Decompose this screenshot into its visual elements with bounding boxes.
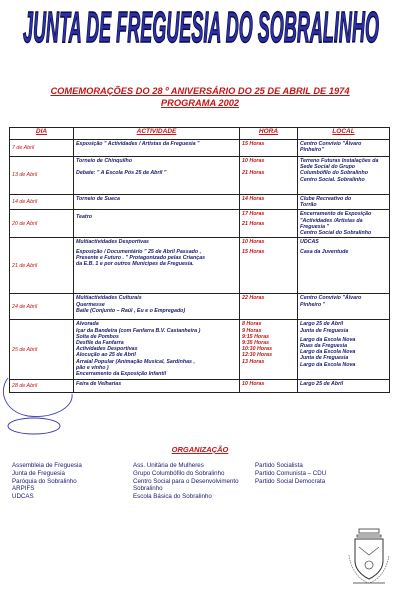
header-actividade: ACTIVIDADE [74,128,240,140]
cell-line: 10 Horas [242,381,265,388]
cell-day: 24 de Abril [10,294,74,320]
cell-line: Casa da Juventude [300,248,349,255]
org-item: Partido Socialista [255,462,303,469]
cell-activity [74,140,240,157]
cell-line: Largo da Escola Nova [300,349,356,356]
cell-line: Desfile da Fanfarra [76,340,124,347]
cell-line: Alvorada [76,321,99,328]
cell-line: Junta de Freguesia [300,355,349,362]
page-title [20,6,382,48]
org-item: Sobralinho [133,485,163,493]
cell-line: Solta de Pombos [76,333,119,340]
org-item: Grupo Columbófilo do Sobralinho [133,469,225,477]
organization-column-1 [12,462,82,501]
cell-line: "Actividades /Artistas da [300,217,363,224]
cell-activity [74,238,240,294]
cell-line: 10 Horas [242,239,265,246]
cell-line: Exposição " Actividades / Artistas da Freguesia " [76,141,200,147]
table-row [10,320,390,380]
cell-location [298,210,390,238]
cell-line: Encerramento da Exposição Infantil [76,371,167,378]
cell-line: Arraial Popular (Animação Musical, Sardinhas , [76,358,195,365]
cell-day: 7 de Abril [10,140,74,157]
cell-location [298,238,390,294]
cell-line: 21 Horas [242,170,265,177]
cell-line: 21 Horas [242,220,265,227]
table-header-row [10,128,390,140]
cell-line: 22 Horas [242,295,265,302]
cell-line: Largo da Escola Nova [300,361,356,368]
cell-line: 12:30 Horas [242,352,273,359]
cell-line: Largo da Escola Nova [300,336,356,343]
cell-activity [74,320,240,380]
cell-line: pão e vinho ) [76,364,109,371]
cell-line: Debate: " A Escola Pós 25 de Abril " [76,170,167,177]
cell-line: Torrão [300,202,317,209]
cell-line: Centro Convívio "Álvaro [300,295,362,302]
cell-line: 15 Horas [242,248,265,255]
cell-line: Torneio de Sueca [76,196,120,202]
cell-line: UDCAS [300,239,319,246]
title-text: JUNTA DE FREGUESIA DO SOBRALINHO [23,6,379,48]
cell-hour [240,238,298,294]
cell-line: 15 Horas [242,141,265,147]
cell-line: Torneio de Chinquilho [76,158,133,164]
cell-line: Sede Social do Grupo [300,164,356,171]
cell-day: 21 de Abril [10,238,74,294]
cell-hour [240,157,298,195]
cell-line: 8 Horas [242,321,262,328]
cell-line: Columbófilo do Sobralinho [300,170,368,177]
org-item: Junta de Freguesia [12,469,65,477]
cell-hour [240,380,298,393]
cell-line: Pinheiro " [300,301,326,308]
cell-line: 10 Horas [242,158,265,164]
cell-hour [240,320,298,380]
cell-line: 13 Horas [242,358,265,365]
cell-line: Centro Social do Sobralinho [300,230,372,237]
cell-line: 9:35 Horas [242,340,270,347]
cell-line: Terreno Futuras Instalações da [300,158,379,164]
cell-line: Multiactividades Culturais [76,295,142,302]
cell-hour [240,140,298,157]
cell-line: Alocução ao 25 de Abril [76,352,136,359]
cell-activity [74,380,240,393]
cell-line: Freguesia " [300,223,330,230]
cell-line: 14 Horas [242,196,265,202]
cell-hour [240,195,298,210]
cell-activity [74,195,240,210]
table-row [10,238,390,294]
cell-line: Ruas da Freguesia [300,343,348,350]
table-row [10,157,390,195]
cell-day: 13 de Abril [10,157,74,195]
org-item: Partido Social Democrata [255,477,326,485]
header-local: LOCAL [298,128,390,140]
cell-line: Baile (Conjunto – Raúl , Eu e o Empregado) [76,307,186,314]
headline-program: PROGRAMA 2002 [160,98,240,108]
cell-line: Centro Social. Sobralinho [300,176,365,183]
org-item: Paróquia do Sobralinho [12,477,77,485]
org-item: Centro Social para o Desenvolvimento [133,477,239,485]
hand-drawn-circle-28-abril [4,414,76,438]
cell-activity [74,157,240,195]
cell-location [298,320,390,380]
cell-line: Centro Convívio "Álvaro [300,141,362,147]
cell-line: Presente e Futuro . " Protagonizado pelas Crianças [76,254,206,261]
cell-line: 17 Horas [242,211,265,218]
cell-line: Pinheiro" [300,147,324,154]
cell-line: Encerramento de Exposição [300,211,372,218]
cell-line: da E.B. 1 e por outros Munícipes da Freguesia. [76,261,194,268]
cell-line: 9:15 Horas [242,333,270,340]
cell-hour [240,294,298,320]
cell-line: Quermesse [76,301,105,308]
headline-commemorations: COMEMORAÇÕES DO 28 º ANIVERSÁRIO DO 25 DE ABRIL DE 1974 [50,86,350,96]
cell-hour [240,210,298,238]
cell-line: Multiactividades Desportivas [76,239,150,246]
org-item: Assembleia de Freguesia [12,462,82,469]
table-row [10,195,390,210]
cell-location [298,380,390,393]
cell-line: Teatro [76,214,92,221]
cell-day: 25 de Abril [10,320,74,380]
header-hora: HORA [240,128,298,140]
cell-line: Largo 25 de Abril [300,381,344,388]
organization-column-3 [255,462,326,485]
cell-line: 10:30 Horas [242,346,273,353]
cell-line: Actividades Desportivas [76,346,138,353]
cell-line: Clube Recreativo do [300,196,352,202]
org-item: Escola Básica do Sobralinho [133,493,212,501]
cell-line: Feira de Velharias [76,381,122,388]
cell-day: 20 de Abril [10,210,74,238]
cell-location [298,294,390,320]
cell-activity [74,294,240,320]
cell-location [298,140,390,157]
org-item: Partido Comunista – CDU [255,469,327,477]
cell-location [298,157,390,195]
table-row [10,294,390,320]
organization-title: ORGANIZAÇÃO [171,445,229,454]
organization-column-2 [133,462,239,501]
program-table [9,127,390,393]
org-item: UDCAS [12,493,34,501]
header-dia: DIA [10,128,74,140]
cell-line: Içar da Bandeira (com Fanfarra B.V. Castanheira ) [76,327,201,334]
cell-line: Largo 25 de Abril [300,321,344,328]
table-row [10,210,390,238]
cell-activity [74,210,240,238]
cell-line: 9 Horas [242,327,262,334]
cell-day: 28 de Abril [10,380,74,393]
cell-location [298,195,390,210]
table-row [10,380,390,393]
cell-line: Exposição / Documentário " 25 de Abril Passado , [76,248,202,255]
coat-of-arms-icon [345,527,393,587]
table-row [10,140,390,157]
cell-line: Junta de Freguesia [300,327,349,334]
org-item: ARPIFS [12,485,35,493]
org-item: Ass. Unitária de Mulheres [133,462,204,469]
cell-day: 14 de Abril [10,195,74,210]
